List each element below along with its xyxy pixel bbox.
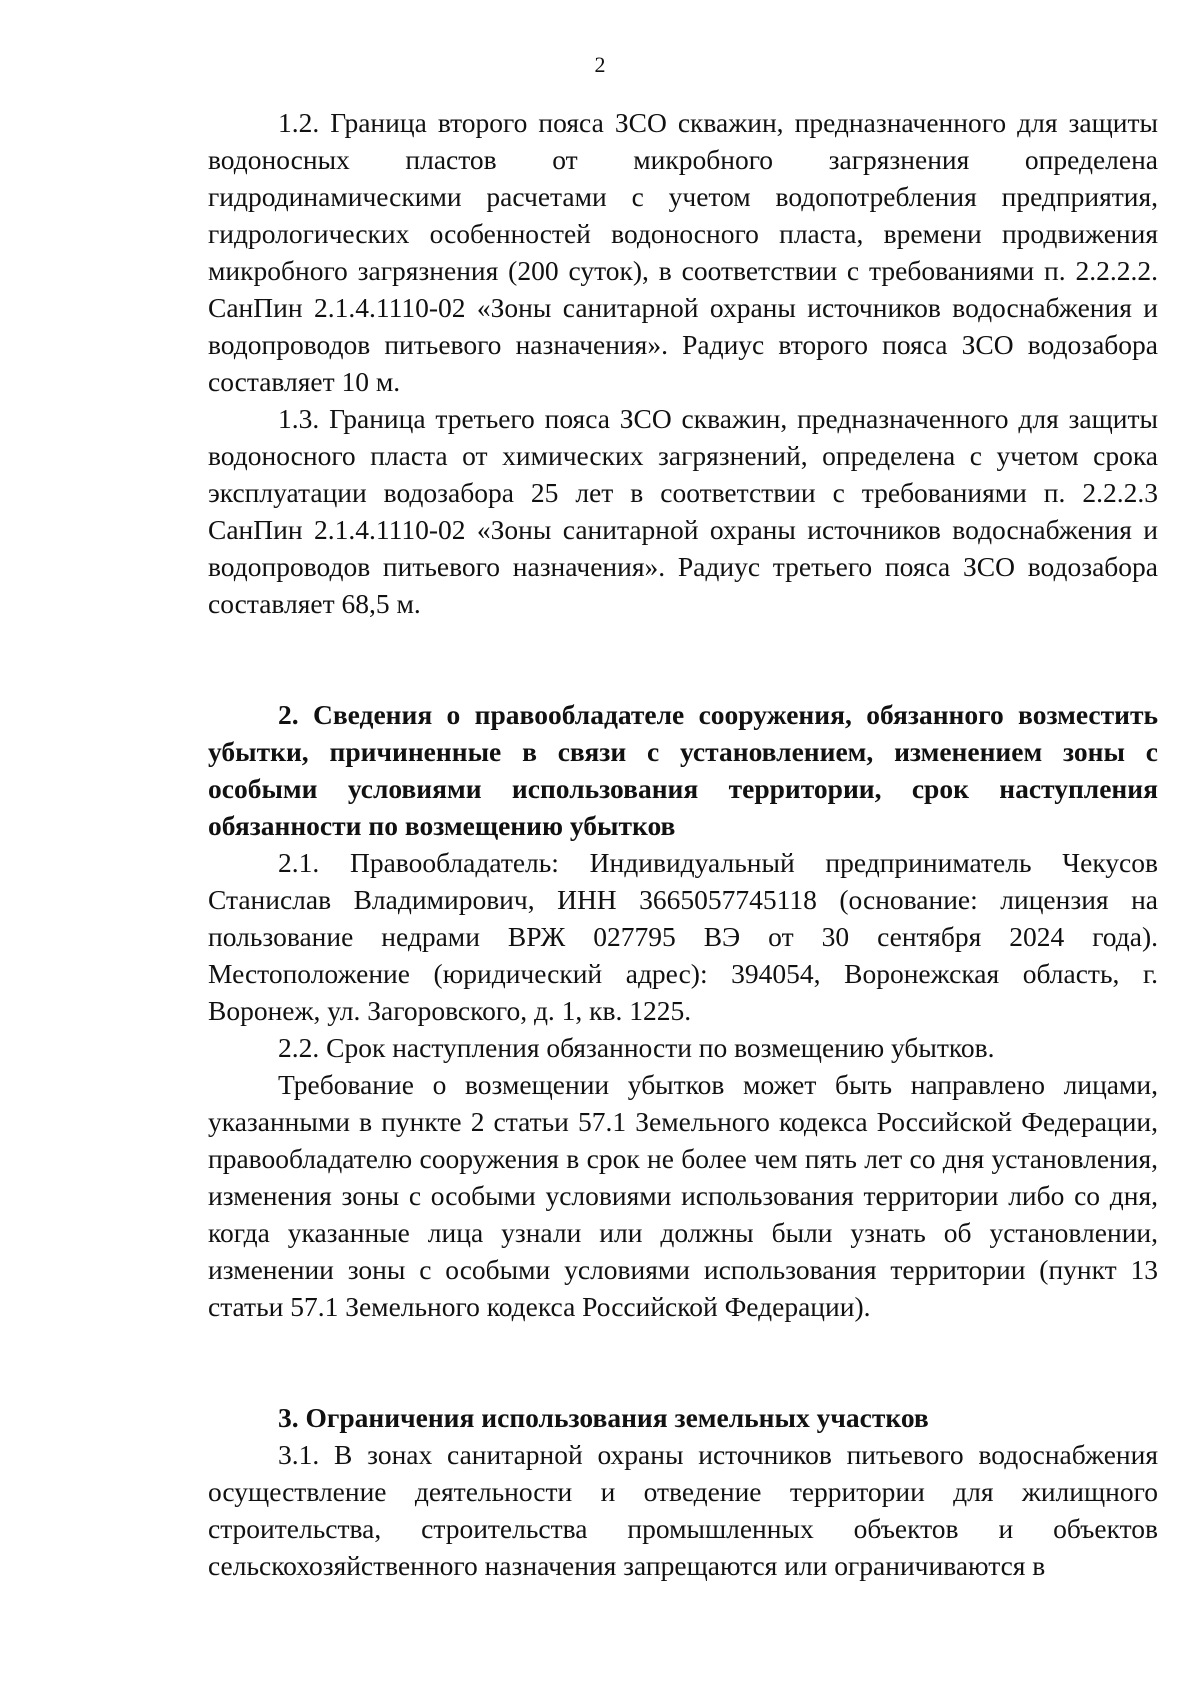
paragraph-2-1: 2.1. Правообладатель: Индивидуальный предприниматель Чекусов Станислав Владимирович, ИНН 3665057745118 (основание: лицензия на пользование недрами ВРЖ 027795 ВЭ от 30 сентября 2024 года). Местоположение (юридический адрес): 394054, Воронежская область, г. Воронеж, ул. Загоровского, д. 1, кв. 1225. xyxy=(208,847,1158,1026)
page-number: 2 xyxy=(594,52,606,77)
document-body xyxy=(208,104,1158,1584)
section-spacer xyxy=(208,1325,1158,1399)
section-spacer xyxy=(208,622,1158,696)
section-3-heading: 3. Ограничения использования земельных участков xyxy=(278,1402,929,1433)
paragraph-1-2: 1.2. Граница второго пояса ЗСО скважин, предназначенного для защиты водоносных пластов от микробного загрязнения определена гидродинамическими расчетами с учетом водопотребления предприятия, гидрологических особенностей водоносного пласта, времени продвижения микробного загрязнения (200 суток), в соответствии с требованиями п. 2.2.2.2. СанПин 2.1.4.1110-02 «Зоны санитарной охраны источников водоснабжения и водопроводов питьевого назначения». Радиус второго пояса ЗСО водозабора составляет 10 м. xyxy=(208,107,1158,397)
paragraph-requirement: Требование о возмещении убытков может быть направлено лицами, указанными в пункте 2 статьи 57.1 Земельного кодекса Российской Федерации, правообладателю сооружения в срок не более чем пять лет со дня установления, изменения зоны с особыми условиями использования территории либо со дня, когда указанные лица узнали или должны были узнать об установлении, изменении зоны с особыми условиями использования территории (пункт 13 статьи 57.1 Земельного кодекса Российской Федерации). xyxy=(208,1069,1158,1322)
paragraph-1-3: 1.3. Граница третьего пояса ЗСО скважин, предназначенного для защиты водоносного пласта от химических загрязнений, определена с учетом срока эксплуатации водозабора 25 лет в соответствии с требованиями п. 2.2.2.3 СанПин 2.1.4.1110-02 «Зоны санитарной охраны источников водоснабжения и водопроводов питьевого назначения». Радиус третьего пояса ЗСО водозабора составляет 68,5 м. xyxy=(208,403,1158,619)
paragraph-2-2: 2.2. Срок наступления обязанности по возмещению убытков. xyxy=(278,1032,995,1063)
paragraph-3-1: 3.1. В зонах санитарной охраны источников питьевого водоснабжения осуществление деятельности и отведение территории для жилищного строительства, строительства промышленных объектов и объектов сельскохозяйственного назначения запрещаются или ограничиваются в xyxy=(208,1439,1158,1581)
section-2-heading: 2. Сведения о правообладателе сооружения, обязанного возместить убытки, причиненные в связи с установлением, изменением зоны с особыми условиями использования территории, срок наступления обязанности по возмещению убытков xyxy=(208,699,1158,841)
